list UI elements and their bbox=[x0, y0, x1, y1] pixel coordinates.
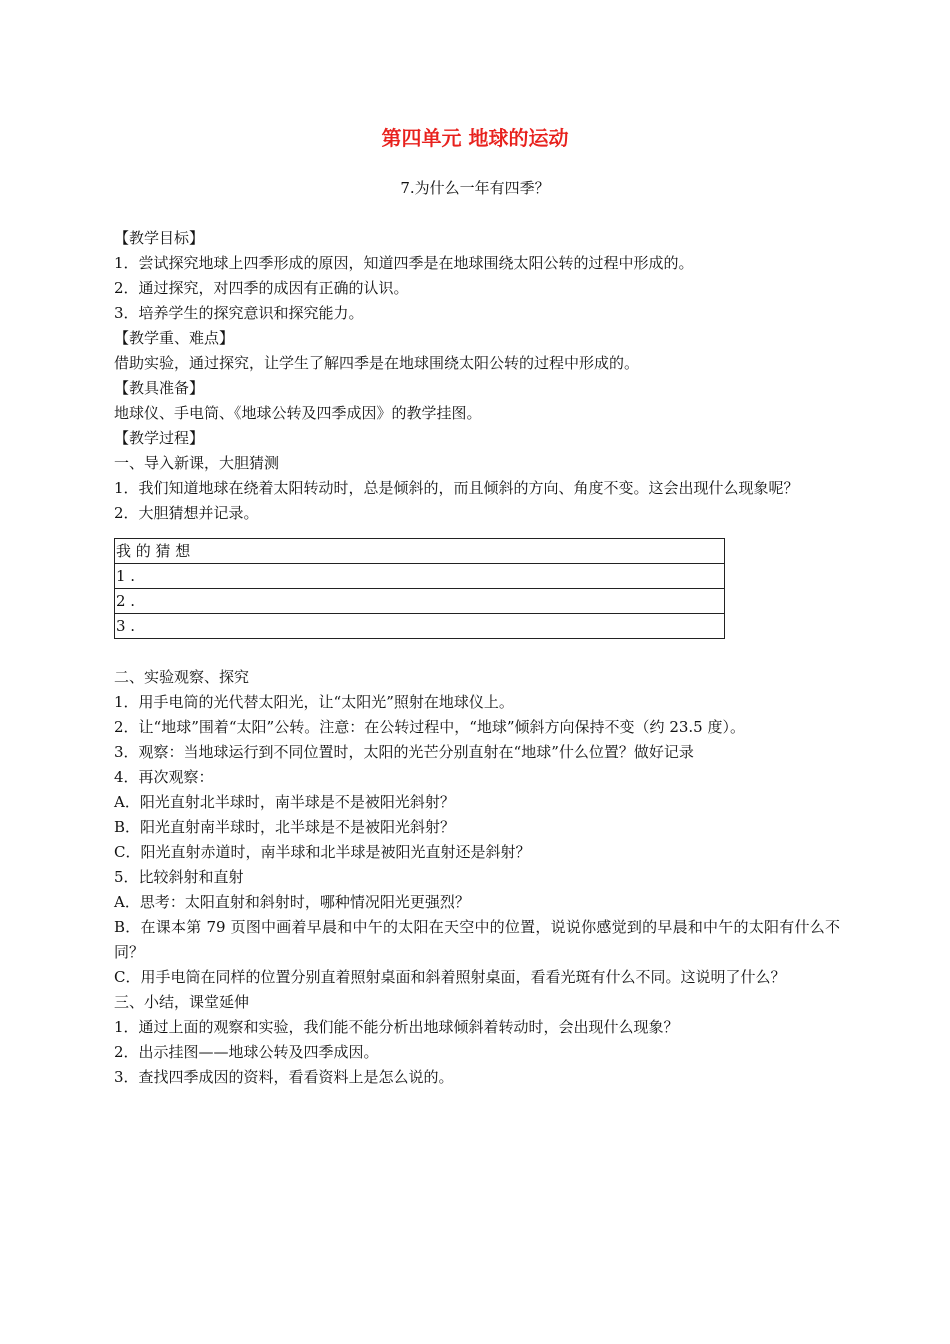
table-row bbox=[115, 539, 725, 564]
guess-table-header: 我 的 猜 想 bbox=[115, 539, 725, 564]
goal-item: 2．通过探究，对四季的成因有正确的认识。 bbox=[114, 279, 409, 297]
part1-item: 2．大胆猜想并记录。 bbox=[114, 504, 259, 522]
section-heading-key-points: 【教学重、难点】 bbox=[114, 329, 235, 347]
part2-item: A．阳光直射北半球时，南半球是不是被阳光斜射？ bbox=[114, 793, 455, 811]
part1-heading: 一、导入新课，大胆猜测 bbox=[114, 454, 280, 472]
part2-item: 2．让“地球”围着“太阳”公转。注意：在公转过程中，“地球”倾斜方向保持不变（约 23.5 度）。 bbox=[114, 718, 745, 736]
lesson-content bbox=[114, 226, 840, 1090]
part2-heading: 二、实验观察、探究 bbox=[114, 668, 250, 686]
part2-item: 3．观察：当地球运行到不同位置时，太阳的光芒分别直射在“地球”什么位置？做好记录 bbox=[114, 743, 694, 761]
section-heading-goals: 【教学目标】 bbox=[114, 229, 205, 247]
part2-item: 1．用手电筒的光代替太阳光，让“太阳光”照射在地球仪上。 bbox=[114, 693, 514, 711]
tools-text: 地球仪、手电筒、《地球公转及四季成因》的教学挂图。 bbox=[114, 404, 482, 422]
part2-item: B．阳光直射南半球时，北半球是不是被阳光斜射？ bbox=[114, 818, 456, 836]
goal-item: 3．培养学生的探究意识和探究能力。 bbox=[114, 304, 364, 322]
part2-item: A．思考：太阳直射和斜射时，哪种情况阳光更强烈？ bbox=[114, 893, 470, 911]
guess-table bbox=[114, 538, 725, 639]
guess-cell: 1 . bbox=[115, 564, 725, 589]
part3-item: 1．通过上面的观察和实验，我们能不能分析出地球倾斜着转动时，会出现什么现象？ bbox=[114, 1018, 679, 1036]
part3-heading: 三、小结，课堂延伸 bbox=[114, 993, 250, 1011]
part3-item: 3．查找四季成因的资料，看看资料上是怎么说的。 bbox=[114, 1068, 454, 1086]
table-row bbox=[115, 589, 725, 614]
part2-item: B．在课本第 79 页图中画着早晨和中午的太阳在天空中的位置，说说你感觉到的早晨和中午的太阳有什么不同？ bbox=[114, 918, 840, 961]
goal-item: 1．尝试探究地球上四季形成的原因，知道四季是在地球围绕太阳公转的过程中形成的。 bbox=[114, 254, 694, 272]
table-row bbox=[115, 614, 725, 639]
part2-item: C．用手电筒在同样的位置分别直着照射桌面和斜着照射桌面，看看光斑有什么不同。这说明了什么？ bbox=[114, 968, 786, 986]
part2-item: 5．比较斜射和直射 bbox=[114, 868, 244, 886]
guess-cell: 3 . bbox=[115, 614, 725, 639]
table-row bbox=[115, 564, 725, 589]
part2-item: 4．再次观察： bbox=[114, 768, 214, 786]
section-heading-tools: 【教具准备】 bbox=[114, 379, 205, 397]
part2-item: C．阳光直射赤道时，南半球和北半球是被阳光直射还是斜射？ bbox=[114, 843, 531, 861]
part1-item: 1．我们知道地球在绕着太阳转动时，总是倾斜的，而且倾斜的方向、角度不变。这会出现什么现象呢？ bbox=[114, 479, 799, 497]
lesson-subtitle: 7.为什么一年有四季？ bbox=[400, 179, 550, 197]
guess-cell: 2 . bbox=[115, 589, 725, 614]
page-title: 第四单元 地球的运动 bbox=[381, 126, 569, 150]
part3-item: 2．出示挂图——地球公转及四季成因。 bbox=[114, 1043, 379, 1061]
key-points-text: 借助实验，通过探究，让学生了解四季是在地球围绕太阳公转的过程中形成的。 bbox=[114, 354, 640, 372]
section-heading-process: 【教学过程】 bbox=[114, 429, 205, 447]
